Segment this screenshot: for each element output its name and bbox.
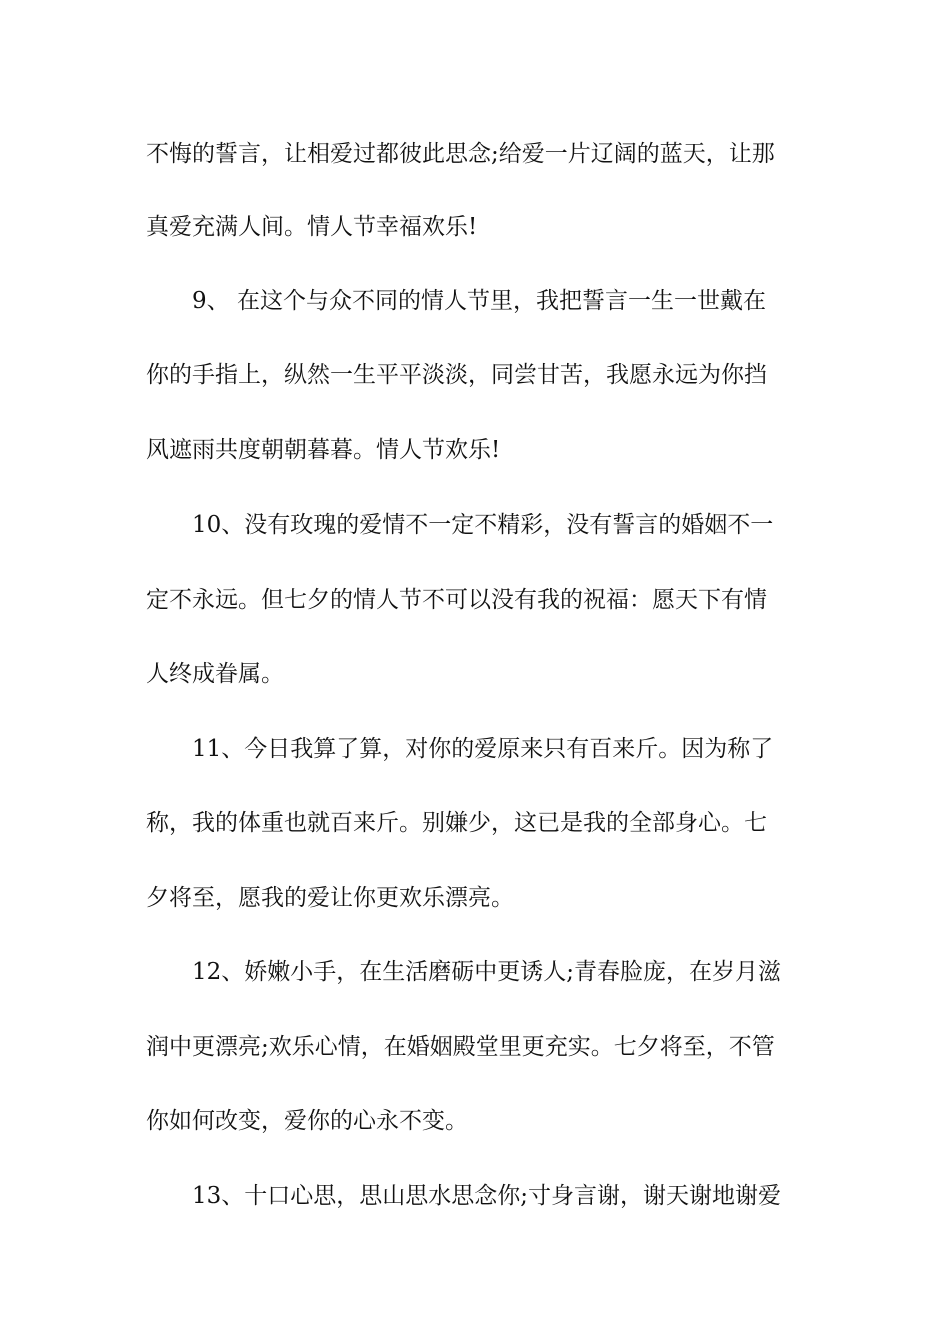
text-line: 夕将至，愿我的爱让你更欢乐漂亮。 xyxy=(146,885,514,911)
text-line: 称，我的体重也就百来斤。别嫌少，这已是我的全部身心。七 xyxy=(146,810,767,836)
text-line: 不悔的誓言，让相爱过都彼此思念;给爱一片辽阔的蓝天，让那 xyxy=(146,141,775,167)
text-line: 人终成眷属。 xyxy=(146,661,284,687)
text-line: 你的手指上，纵然一生平平淡淡，同尝甘苦，我愿永远为你挡 xyxy=(146,362,767,388)
item-9-first-line: 9、 在这个与众不同的情人节里，我把誓言一生一世戴在 xyxy=(192,288,766,314)
item-13-first-line: 13、十口心思，思山思水思念你;寸身言谢，谢天谢地谢爱 xyxy=(192,1183,782,1209)
text-line: 你如何改变，爱你的心永不变。 xyxy=(146,1108,468,1134)
text-line: 润中更漂亮;欢乐心情，在婚姻殿堂里更充实。七夕将至，不管 xyxy=(146,1034,775,1060)
text-line: 定不永远。但七夕的情人节不可以没有我的祝福：愿天下有情 xyxy=(146,587,767,613)
item-11-first-line: 11、今日我算了算，对你的爱原来只有百来斤。因为称了 xyxy=(192,736,774,762)
item-10-first-line: 10、没有玫瑰的爱情不一定不精彩，没有誓言的婚姻不一 xyxy=(192,512,774,538)
text-line: 风遮雨共度朝朝暮暮。情人节欢乐! xyxy=(146,437,501,463)
item-12-first-line: 12、娇嫩小手，在生活磨砺中更诱人;青春脸庞，在岁月滋 xyxy=(192,959,782,985)
text-line: 真爱充满人间。情人节幸福欢乐! xyxy=(146,214,478,240)
